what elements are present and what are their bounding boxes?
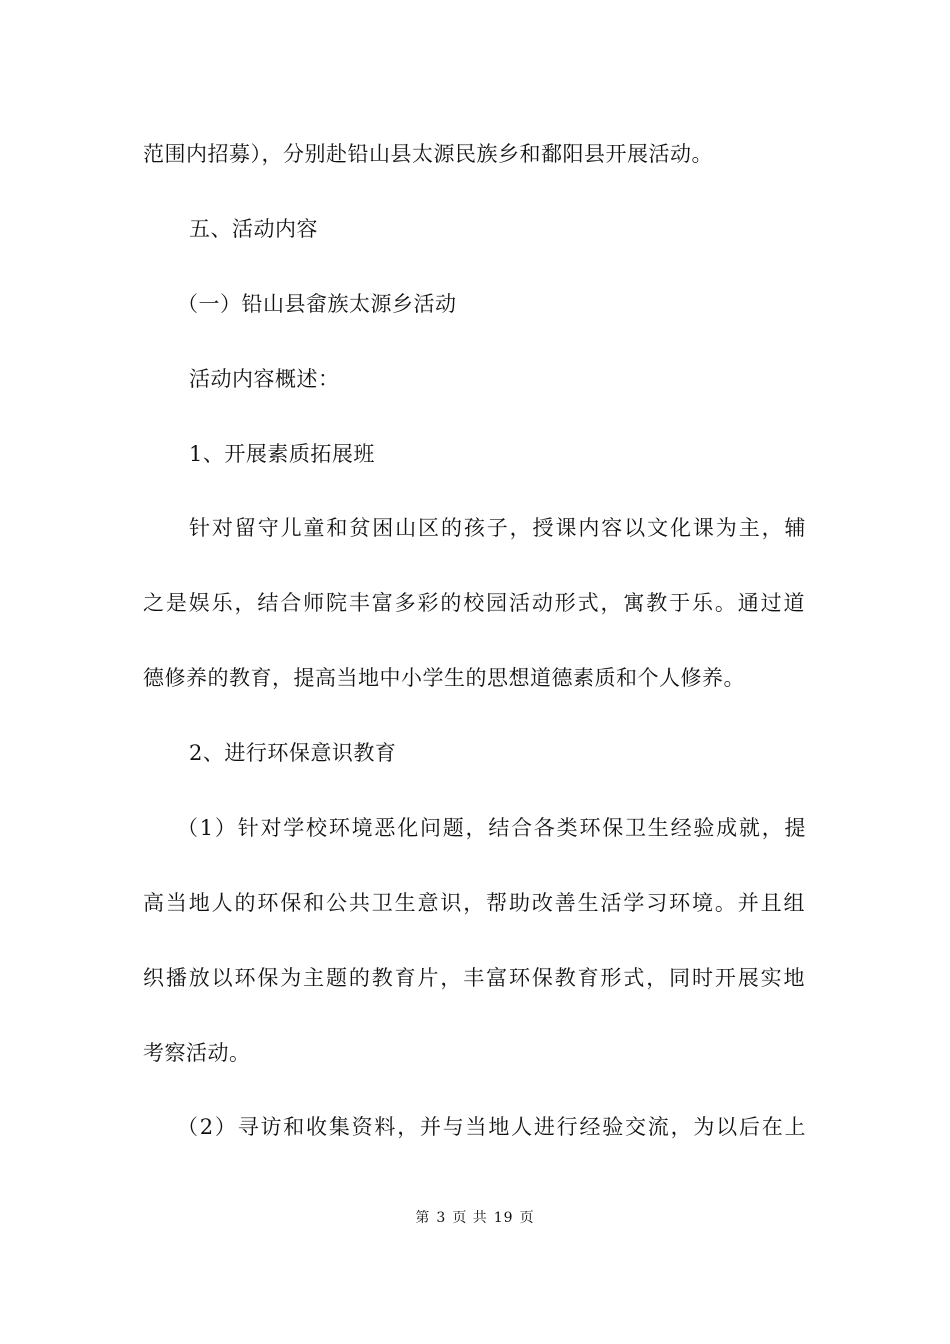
list-item-heading: 2、进行环保意识教育 (189, 741, 397, 765)
paragraph-line: 之是娱乐，结合师院丰富多彩的校园活动形式，寓教于乐。通过道 (143, 591, 805, 615)
paragraph-line: 活动内容概述： (189, 367, 340, 391)
paragraph-line: 范围内招募），分别赴铅山县太源民族乡和鄱阳县开展活动。 (143, 142, 713, 166)
list-item-heading: 1、开展素质拓展班 (189, 442, 375, 466)
page-number-footer (0, 1209, 950, 1227)
paragraph-line: 德修养的教育，提高当地中小学生的思想道德素质和个人修养。 (143, 666, 745, 690)
section-heading: 五、活动内容 (189, 217, 318, 241)
page-prefix: 第 (415, 1210, 431, 1226)
paragraph-line: 考察活动。 (143, 1041, 251, 1065)
page-current-number: 3 (436, 1210, 447, 1226)
paragraph-line: 针对留守儿童和贫困山区的孩子，授课内容以文化课为主，辅 (189, 516, 806, 540)
page-suffix: 页 (519, 1210, 535, 1226)
paragraph-line: 织播放以环保为主题的教育片，丰富环保教育形式，同时开展实地 (143, 966, 805, 990)
paragraph-line: （1）针对学校环境恶化问题，结合各类环保卫生经验成就，提 (177, 816, 806, 840)
paragraph-line: （2）寻访和收集资料，并与当地人进行经验交流，为以后在上 (177, 1115, 806, 1139)
subsection-heading: （一）铅山县畲族太源乡活动 (177, 292, 457, 316)
page-total-number: 19 (493, 1210, 514, 1226)
page-middle-text: 页 共 (452, 1210, 488, 1226)
paragraph-line: 高当地人的环保和公共卫生意识，帮助改善生活学习环境。并且组 (143, 891, 805, 915)
